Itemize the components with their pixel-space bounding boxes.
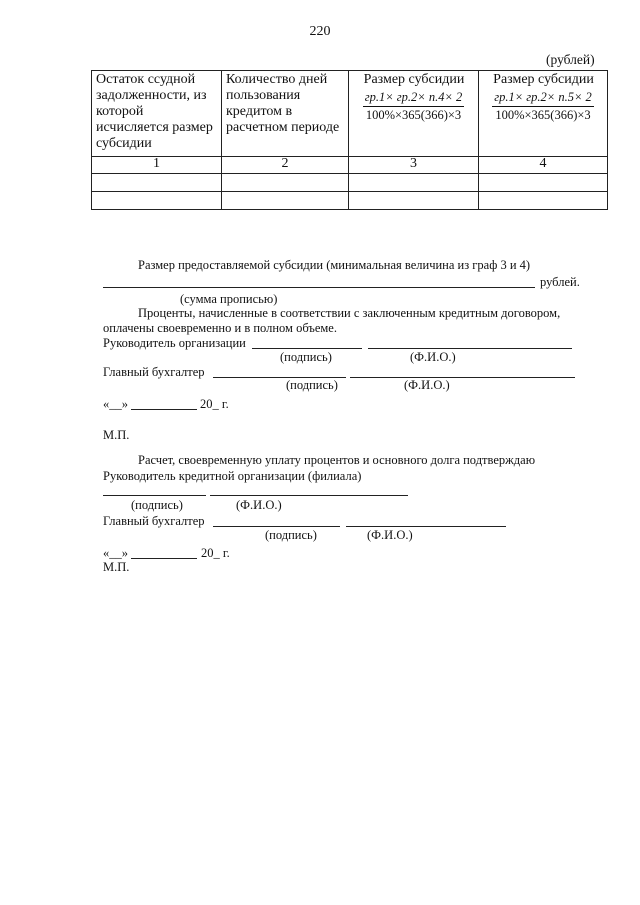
column-number: 1 xyxy=(92,157,222,174)
formula-denominator: 100%×365(366)×3 xyxy=(495,108,591,122)
subsidy-calculation-table xyxy=(91,70,608,210)
name-hint: (Ф.И.О.) xyxy=(404,378,450,392)
date-day: «__» xyxy=(103,546,128,560)
subsidy-formula xyxy=(349,90,478,124)
stamp-place: М.П. xyxy=(103,560,130,574)
formula-numerator: гр.1× гр.2× п.5× 2 xyxy=(492,90,594,107)
header-cell-4 xyxy=(479,71,608,157)
rubles-suffix: рублей. xyxy=(540,275,580,289)
date-year: 20_ г. xyxy=(201,546,230,560)
column-number: 4 xyxy=(479,157,608,174)
table-header-row xyxy=(92,71,608,157)
table-cell[interactable] xyxy=(222,192,349,210)
org-head-name-line[interactable] xyxy=(368,336,572,354)
subsidy-size-label: Размер предоставляемой субсидии (минимальная величина из граф 3 и 4) xyxy=(138,258,531,272)
bank-head-label: Руководитель кредитной организации (филиала) xyxy=(103,469,362,483)
chief-accountant-name-line[interactable] xyxy=(350,365,575,383)
column-number: 3 xyxy=(349,157,479,174)
sum-in-words-hint: (сумма прописью) xyxy=(180,292,278,306)
table-cell[interactable] xyxy=(92,192,222,210)
header-cell-1 xyxy=(92,71,222,157)
name-hint: (Ф.И.О.) xyxy=(367,528,413,542)
date-day: «__» xyxy=(103,397,128,411)
table-cell[interactable] xyxy=(92,174,222,192)
date-year: 20_ г. xyxy=(200,397,229,411)
bank-confirmation-statement: Расчет, своевременную уплату процентов и основного долга подтверждаю xyxy=(138,453,536,467)
chief-accountant-label: Главный бухгалтер xyxy=(103,514,205,528)
formula-denominator: 100%×365(366)×3 xyxy=(365,108,462,122)
units-label: (рублей) xyxy=(546,52,595,67)
org-head-label: Руководитель организации xyxy=(103,336,246,350)
date-month-line[interactable] xyxy=(131,546,197,564)
chief-accountant-label: Главный бухгалтер xyxy=(103,365,205,379)
interest-statement: Проценты, начисленные в соответствии с заключенным кредитным договором, xyxy=(138,306,561,320)
header-cell-3 xyxy=(349,71,479,157)
table-cell[interactable] xyxy=(479,192,608,210)
column-number-row xyxy=(92,157,608,174)
signature-hint: (подпись) xyxy=(280,350,332,364)
table-cell[interactable] xyxy=(479,174,608,192)
signature-hint: (подпись) xyxy=(265,528,317,542)
table-cell[interactable] xyxy=(349,192,479,210)
table-row xyxy=(92,174,608,192)
column-number: 2 xyxy=(222,157,349,174)
subsidy-amount-line[interactable] xyxy=(103,275,535,293)
date-month-line[interactable] xyxy=(131,397,197,415)
table-cell[interactable] xyxy=(222,174,349,192)
name-hint: (Ф.И.О.) xyxy=(236,498,282,512)
interest-statement: оплачены своевременно и в полном объеме. xyxy=(103,321,337,335)
formula-numerator: гр.1× гр.2× п.4× 2 xyxy=(363,90,465,107)
name-hint: (Ф.И.О.) xyxy=(410,350,456,364)
subsidy-formula xyxy=(479,90,607,124)
header-text: Остаток ссудной задолженности, из которой исчисляется размер субсидии xyxy=(96,72,213,151)
header-text: Размер субсидии xyxy=(493,72,594,87)
signature-hint: (подпись) xyxy=(286,378,338,392)
stamp-place: М.П. xyxy=(103,428,130,442)
header-cell-2 xyxy=(222,71,349,157)
table-cell[interactable] xyxy=(349,174,479,192)
page-number: 220 xyxy=(309,24,331,39)
table-row xyxy=(92,192,608,210)
signature-hint: (подпись) xyxy=(131,498,183,512)
header-text: Количество дней пользования кредитом в расчетном периоде xyxy=(226,72,340,135)
header-text: Размер субсидии xyxy=(363,72,465,87)
